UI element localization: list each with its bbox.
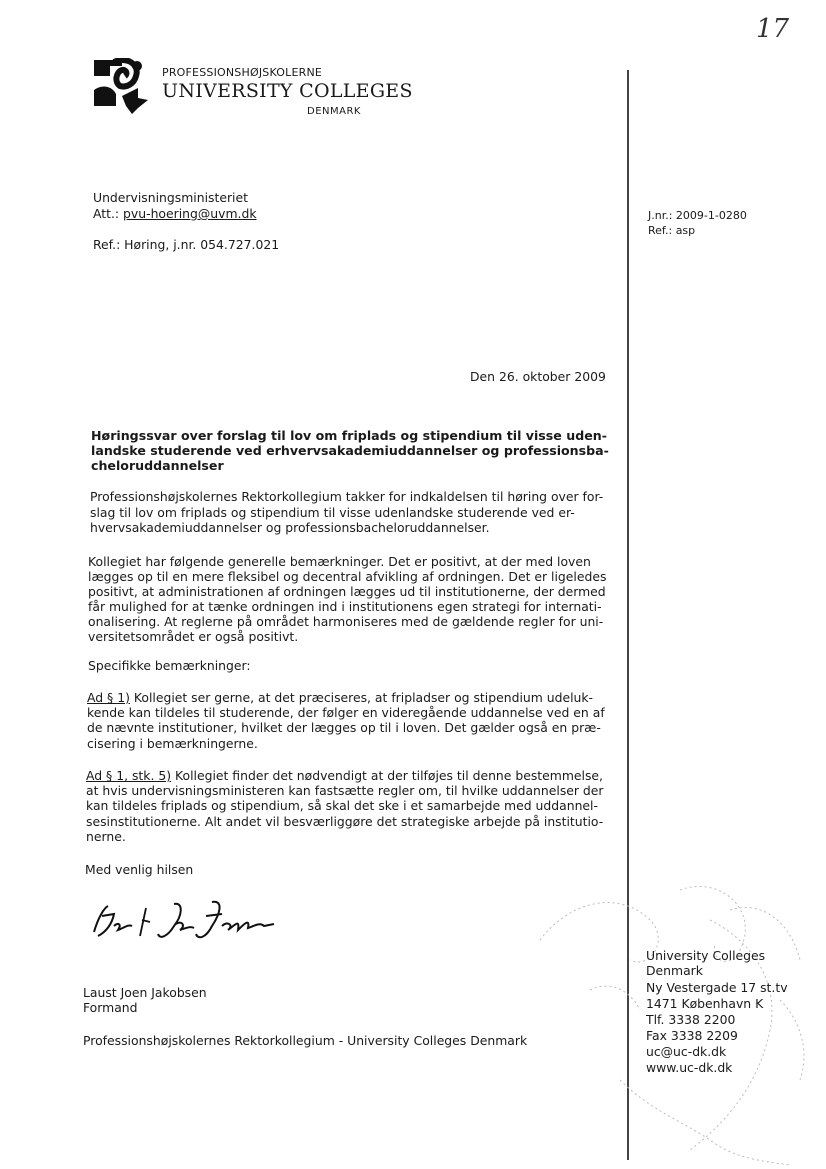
page-number: 17 [756,14,790,44]
logo-subtitle: PROFESSIONSHØJSKOLERNE [162,66,323,79]
signature [88,896,288,944]
address-line-1: University Colleges [646,948,766,963]
para3-line-2: kende kan tildeles til studerende, der følger en videregående uddannelse ved en af [87,705,605,720]
para2-line-5: onalisering. At reglerne på området harmoniseres med de gældende regler for uni- [88,614,604,629]
att-email-link[interactable]: pvu-hoering@uvm.dk [123,206,257,221]
university-colleges-logo-icon [92,58,154,114]
para4-line-4: sesinstitutionerne. Alt andet vil besværliggøre det strategiske arbejde på institutio- [86,814,604,829]
para2-line-6: versitetsområdet er også positivt. [88,629,299,644]
footer-text: Professionshøjskolernes Rektorkollegium - University Colleges Denmark [83,1033,528,1048]
para4-first: Kollegiet finder det nødvendigt at der tilføjes til denne bestemmelse, [171,768,603,783]
para2-line-4: får mulighed for at tænke ordningen ind i institutionens egen strategi for internati- [88,599,602,614]
para1-line-1: Professionshøjskolernes Rektorkollegium takker for indkaldelsen til høring over for- [90,489,604,504]
para2-line-2: lægges op til en mere fleksibel og decentral afvikling af ordningen. Det er ligeledes [88,569,607,584]
para3-line-1 [87,690,593,705]
signer-name: Laust Joen Jakobsen [83,985,207,1000]
logo-country: DENMARK [307,106,361,117]
recipient-name: Undervisningsministeriet [93,190,248,205]
address-email[interactable]: uc@uc-dk.dk [646,1044,727,1059]
logo-title: UNIVERSITY COLLEGES [162,80,413,102]
recipient-att [93,206,257,221]
signer-title: Formand [83,1000,138,1015]
att-label: Att.: [93,206,120,221]
journal-number: J.nr.: 2009-1-0280 [648,209,747,222]
para3-line-3: de nævnte institutioner, hvilket der lægges op til i loven. Det gælder også en præ- [87,720,601,735]
address-fax: Fax 3338 2209 [646,1028,738,1043]
para3-label: Ad § 1) [87,690,130,705]
address-line-3: Ny Vestergade 17 st.tv [646,980,788,995]
letter-date: Den 26. oktober 2009 [470,369,606,384]
para4-line-1 [86,768,603,783]
para3-line-4: cisering i bemærkningerne. [87,736,258,751]
recipient-ref: Ref.: Høring, j.nr. 054.727.021 [93,237,280,252]
para4-line-3: kan tildeles friplads og stipendium, så skal det ske i et samarbejde med uddannel- [86,798,598,813]
address-phone: Tlf. 3338 2200 [646,1012,736,1027]
para3-first: Kollegiet ser gerne, at det præciseres, at fripladser og stipendium udeluk- [129,690,594,705]
para4-line-2: at hvis undervisningsministeren kan fastsætte regler om, til hvilke uddannelser der [86,783,604,798]
closing: Med venlig hilsen [85,862,194,877]
address-website[interactable]: www.uc-dk.dk [646,1060,733,1075]
title-line-3: cheloruddannelser [91,458,224,473]
para2-line-1: Kollegiet har følgende generelle bemærkninger. Det er positivt, at der med loven [88,554,591,569]
para4-label: Ad § 1, stk. 5) [86,768,172,783]
address-line-2: Denmark [646,963,703,978]
para1-line-2: slag til lov om friplads og stipendium til visse udenlandske studerende ved er- [90,505,575,520]
specific-heading: Specifikke bemærkninger: [88,658,251,673]
address-line-4: 1471 København K [646,996,764,1011]
reference: Ref.: asp [648,224,696,237]
para1-line-3: hvervsakademiuddannelser og professionsbacheloruddannelser. [90,520,490,535]
title-line-1: Høringssvar over forslag til lov om friplads og stipendium til visse uden- [91,428,607,443]
para2-line-3: positivt, at administrationen af ordningen lægges ud til institutionerne, der dermed [88,584,606,599]
para4-line-5: nerne. [86,829,126,844]
title-line-2: landske studerende ved erhvervsakademiuddannelser og professionsba- [91,443,609,458]
